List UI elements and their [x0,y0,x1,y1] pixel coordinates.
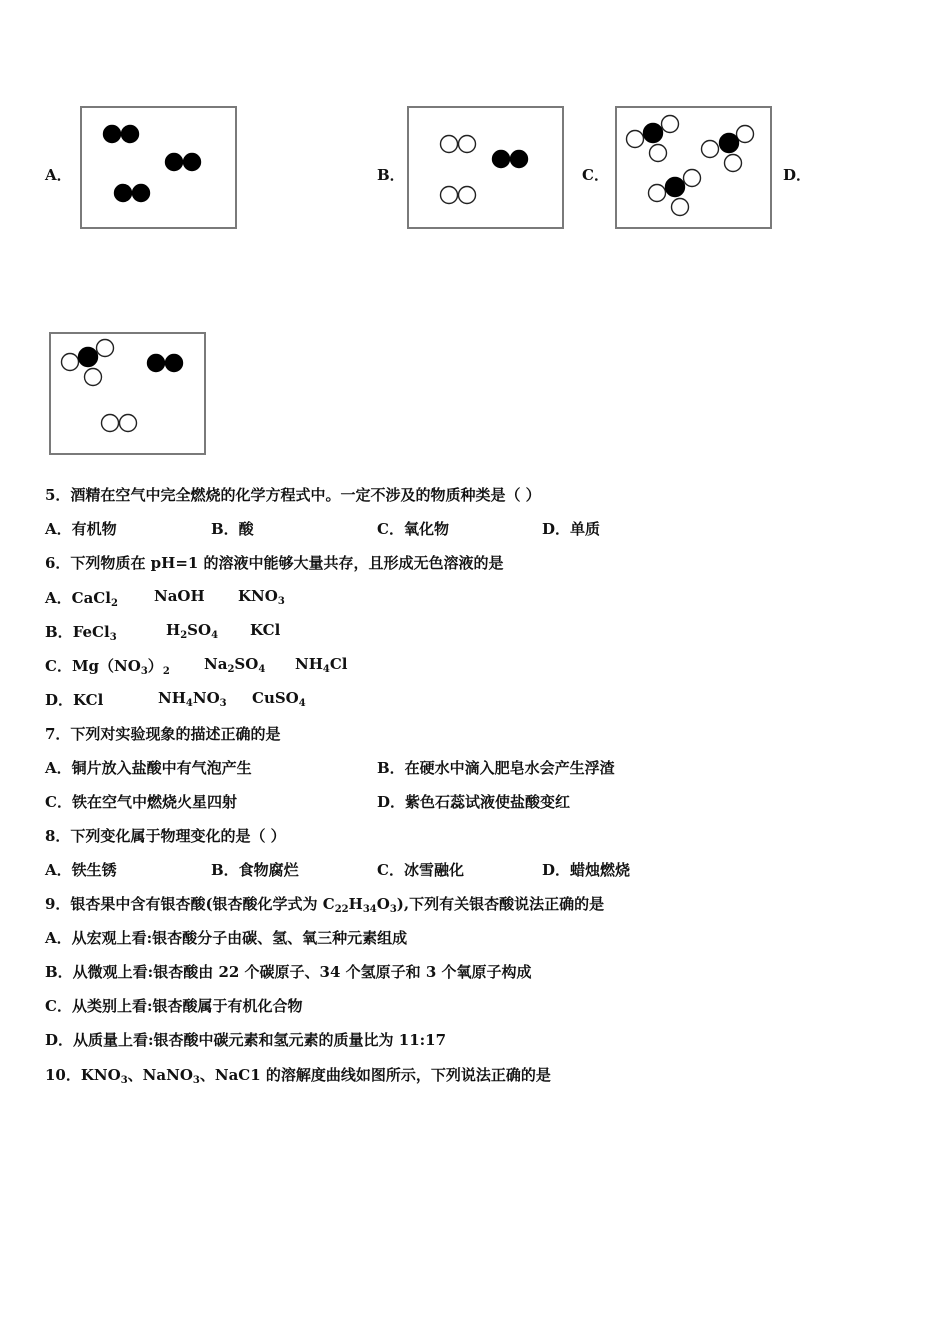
question-8-option-d: D．蜡烛燃烧 [542,861,631,879]
molecule-diagram-3 [615,106,772,229]
question-10-stem: 10．$KNO_3$、NaNO$_3$、NaC1 的溶解度曲线如图所示，下列说法正确的是 [45,1066,551,1086]
question-8-stem: 8．下列变化属于物理变化的是（ ） [45,827,286,845]
question-6-option-a: A．CaCl$_2$ [45,589,118,609]
question-6-option-c-item-2: $Na_2SO_4$ [204,655,266,675]
question-6-option-a-item-3: $KNO_3$ [238,587,285,607]
question-9-stem: 9．银杏果中含有银杏酸(银杏酸化学式为 $C_{22}H_{34}O_3$),下列有关银杏酸说法正确的是 [45,895,605,915]
diagram-label-c: C． [582,166,609,184]
question-6-option-c-item-3: $NH_4Cl$ [295,655,348,675]
question-9-option-c: C．从类别上看:银杏酸属于有机化合物 [45,997,303,1015]
question-5-option-a: A．有机物 [45,520,117,538]
question-7-stem: 7．下列对实验现象的描述正确的是 [45,725,281,743]
diagram-label-b: B． [377,166,405,184]
question-8-option-c: C．冰雪融化 [377,861,464,879]
question-6-option-d: D．KCl [45,691,104,709]
question-8-option-b: B．食物腐烂 [211,861,299,879]
question-7-option-b: B．在硬水中滴入肥皂水会产生浮渣 [377,759,615,777]
diagram-label-d: D． [783,166,812,184]
question-9-option-d: D．从质量上看:银杏酸中碳元素和氢元素的质量比为 11:17 [45,1031,447,1049]
question-6-option-d-item-2: $NH_4NO_3$ [158,689,227,709]
question-6-option-b-item-2: $H_2SO_4$ [166,621,219,641]
question-6-option-a-item-2: NaOH [154,587,205,605]
question-5-option-c: C．氧化物 [377,520,449,538]
question-8-option-a: A．铁生锈 [45,861,117,879]
molecule-diagram-1 [80,106,237,229]
question-6-option-b-item-3: KCl [250,621,281,639]
question-5-option-b: B．酸 [211,520,254,538]
question-6-option-b: B．FeCl$_3$ [45,623,117,643]
question-7-option-c: C．铁在空气中燃烧火星四射 [45,793,237,811]
question-5-stem: 5．酒精在空气中完全燃烧的化学方程式中。一定不涉及的物质种类是（ ） [45,486,541,504]
question-6-option-d-item-3: CuSO$_4$ [252,689,306,709]
question-5-option-d: D．单质 [542,520,601,538]
question-7-option-a: A．铜片放入盐酸中有气泡产生 [45,759,252,777]
question-7-option-d: D．紫色石蕊试液使盐酸变红 [377,793,571,811]
question-6-stem: 6．下列物质在 pH=1 的溶液中能够大量共存，且形成无色溶液的是 [45,554,504,572]
molecule-diagram-2 [407,106,564,229]
diagram-label-a: A． [45,166,72,184]
question-6-option-c: C．$Mg(NO_3)_2$ [45,657,170,677]
question-9-option-a: A．从宏观上看:银杏酸分子由碳、氢、氧三种元素组成 [45,929,408,947]
molecule-diagram-4 [49,332,206,455]
question-9-option-b: B．从微观上看:银杏酸由 22 个碳原子、34 个氢原子和 3 个氧原子构成 [45,963,532,981]
